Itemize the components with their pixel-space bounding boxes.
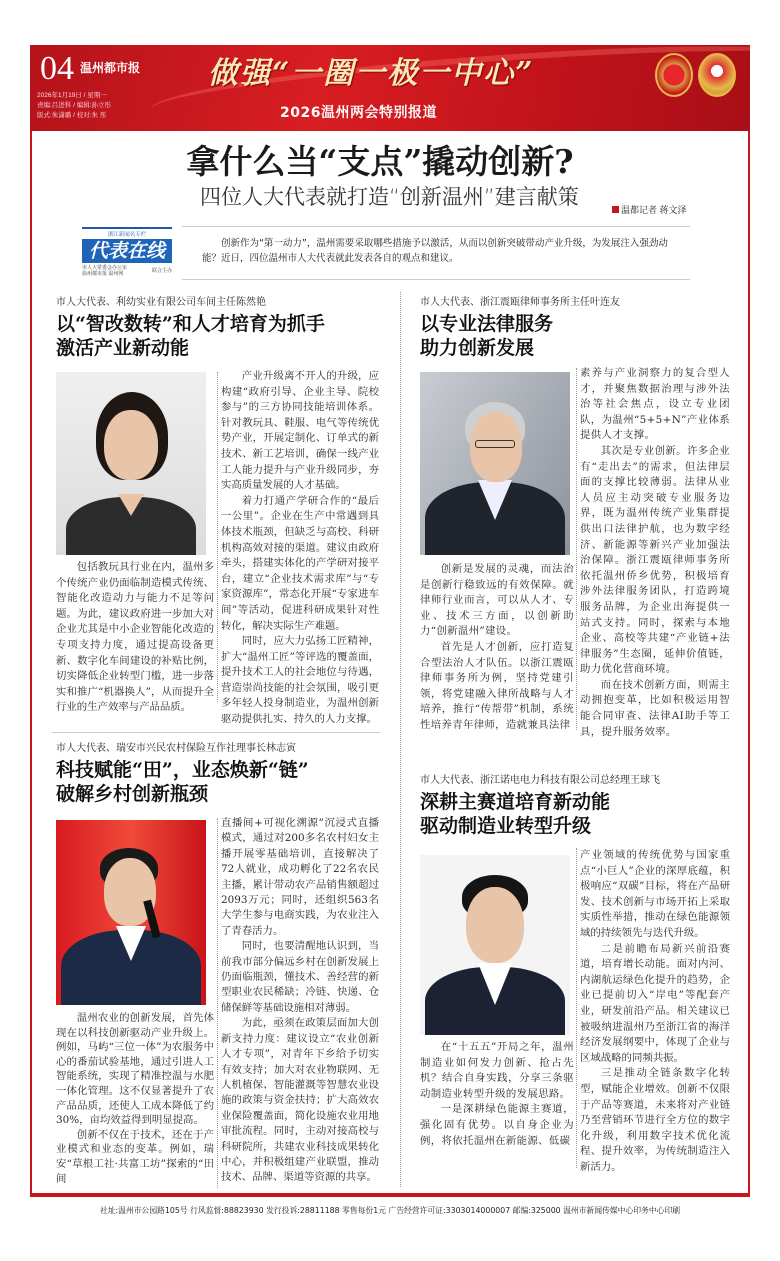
logo-org-2: 温州都市报 温州网: [82, 271, 124, 277]
article-column: [580, 366, 730, 740]
article-header: [420, 296, 740, 360]
article-paragraph: 同时，应大力弘扬工匠精神，扩大“温州工匠”等评选的覆盖面，提升技术工人的社会地位与待遇，营造崇尚技能的社会氛围，吸引更多年轻人投身制造业，为温州创新驱动提供扎实、持久的人力支撑。: [221, 635, 379, 726]
headline-line: 破解乡村创新瓶颈: [56, 783, 209, 805]
article-column: [420, 1040, 574, 1149]
layout-credits: 版式:朱潇璐 / 校对:朱 彤: [37, 112, 107, 119]
page-number: 04: [40, 50, 74, 87]
article-headline: [56, 758, 386, 806]
article-paragraph: 温州农业的创新发展，首先体现在以科技创新驱动产业升级上。例如，马屿“三位一体”为农服务中心的番茄试验基地，通过引进人工智能系统，实现了精准控温与水肥一体化管理。这不仅显著提升了农产品品质，还使人工成本降低了约30%，亩均效益得到明显提高。: [56, 1012, 214, 1127]
national-emblem-icon: [655, 53, 693, 97]
article-paragraph: 包括教玩具行业在内，温州多个传统产业仍面临制造模式传统、智能化改造动力与能力不足等问题。为此，建议政府进一步加大对企业尤其是中小企业智能化改造的专项支持力度，通过提高设备更新、数字化车间建设的补贴比例，切实降低企业转型门槛，进一步落实和推广“机器换人”，从而提升全行业的生产效率与产品品质。: [56, 561, 214, 714]
article-paragraph: 素养与产业洞察力的复合型人才，并聚焦数据治理与涉外法治等社会焦点，设立专业团队，为温州“5+5+N”产业体系提供人才支撑。: [580, 367, 730, 442]
article-paragraph: 同时，也要清醒地认识到，当前我市部分偏远乡村在创新发展上仍面临瓶颈，懂技术、善经营的新型职业农民稀缺；冷链、快递、仓储保鲜等基础设施相对薄弱。: [221, 940, 379, 1014]
article-paragraph: 其次是专业创新。许多企业有“走出去”的需求，但法律层面的支撑比较薄弱。法律从业人员应主动突破专业服务边界，既为温州传统产业集群提供出口法律护航，也为数字经济、新能源等新兴产业加强法治保障。浙江震瓯律师事务所依托温州侨乡优势，积极培育涉外法律服务团队，打造跨境服务品牌，为企业出海提供一站式支持。同时，探索与本地企业、高校等共建“产业链+法律服务”生态圈，延伸价值链，助力优化营商环境。: [580, 444, 730, 676]
headline-line: 助力创新发展: [420, 337, 535, 359]
article-paragraph: 三是推动全链条数字化转型，赋能企业增效。创新不仅限于产品等赛道，未来将对产业链乃至营销环节进行全方位的数字化升级，利用数字技术优化流程、提升效率，为传统制造注入新活力。: [580, 1067, 730, 1173]
column-divider: [217, 372, 218, 702]
article-paragraph: 二是前瞻布局新兴前沿赛道，培育增长动能。面对内河、内湖航运绿色化提升的趋势，企业已提前切入“岸电”等配套产业，研发前沿产品。相关建议已被吸纳进温州乃至浙江省的海洋经济发展纲要中，体现了企业与区域战略的同频共振。: [580, 942, 730, 1064]
column-logo: [82, 227, 172, 277]
article-headline: [56, 312, 386, 360]
column-divider: [217, 818, 218, 1188]
logo-orgs: [82, 265, 172, 277]
editors: 责编:吕进科 / 编辑:孙立彤: [37, 102, 112, 109]
article-headline: [420, 312, 740, 360]
article-paragraph: 而在技术创新方面，则需主动拥抱变革，比如积极运用智能合同审查、法律AI助手等工具，提升服务效率。: [580, 678, 730, 738]
article-paragraph: 一是深耕绿色能源主赛道，强化固有优势。以自身企业为例，将依托温州在新能源、低碳: [420, 1103, 574, 1147]
article-kicker: 市人大代表、利幼实业有限公司车间主任陈然艳: [56, 297, 266, 308]
article-column: [580, 848, 730, 1175]
paper-name: 温州都市报: [80, 61, 141, 75]
article-paragraph: 创新是发展的灵魂，而法治是创新行稳致远的有效保障。就律师行业而言，可以从人才、专业、技术三方面，以创新助力“创新温州”建设。: [420, 563, 574, 638]
article-paragraph: 创新不仅在于技术，还在于产业模式和业态的变革。例如，瑞安“草根工社·共富工坊”探索的“田间: [56, 1128, 214, 1185]
headline-line: 激活产业新动能: [56, 337, 190, 359]
headline-line: 科技赋能“田”，业态焕新“链”: [56, 759, 309, 781]
article-paragraph: 为此，亟须在政策层面加大创新支持力度：建议设立“农业创新人才专项”，对青年下乡给予切实有效支持；加大对农业物联网、无人机植保、智能灌溉等智慧农业设施的政策与资金扶持；扩大高效农业保险覆盖面，简化设施农业用地审批流程。同时，主动对接高校与科研院所，共建农业科技成果转化中心，并积极组建产业联盟，推动技术、品牌、渠道等资源的共享。: [221, 1017, 379, 1184]
logo-org-1: 市人大常委会办公室: [82, 265, 128, 271]
byline-text: 温都记者 蒋文泽: [621, 205, 687, 215]
article-kicker: 市人大代表、浙江震瓯律师事务所主任叶连友: [420, 297, 620, 308]
masthead-banner: [30, 45, 750, 131]
section-divider: [52, 732, 380, 733]
article-header: [56, 742, 386, 806]
article-paragraph: 首先是人才创新，应打造复合型法治人才队伍。以浙江震瓯律师事务所为例，坚持党建引领，将党建融入律所战略与人才培养，推行“传帮带”机制，系统性培养青年律师，造就兼具法律: [420, 640, 574, 731]
special-report-label: 2026温州两会特别报道: [280, 105, 437, 121]
article-column: [221, 816, 379, 1186]
article-header: [420, 774, 740, 838]
portrait-photo: [420, 855, 570, 1035]
headline-line: 以专业法律服务: [420, 313, 554, 335]
article-column: [56, 560, 214, 716]
article-paragraph: 着力打通产学研合作的“最后一公里”。企业在生产中常遇到具体技术瓶颈，但缺乏与高校、科研机构高效对接的渠道。建议由政府牵头，搭建实体化的产学研对接平台，建立“企业技术需求库”与“专家资源库”，常态化开展“专家进车间”等活动，促进科研成果针对性转化，解决实际生产难题。: [221, 494, 379, 632]
logo-name: 代表在线: [82, 239, 172, 263]
article-kicker: 市人大代表、浙江诺电电力科技有限公司总经理王球飞: [420, 775, 660, 786]
portrait-photo: [56, 372, 206, 555]
center-divider: [400, 292, 401, 1187]
logo-joint: 联合主办: [151, 268, 172, 274]
footer-imprint: 社址:温州市公园路105号 行风监督:88823930 发行投诉:28811188 零售每份1元 广告经营许可证:3303014000007 邮编:325000 温州市新闻传媒中心印务中心印刷: [99, 1206, 681, 1215]
intro-paragraph: 创新作为“第一动力”，温州需要采取哪些措施予以激活，从而以创新突破带动产业升级，为发展注入强劲动能？近日，四位温州市人大代表就此发表各自的观点和建议。: [182, 226, 690, 280]
portrait-photo: [420, 372, 570, 555]
issue-date: 2026年1月19日 / 星期一: [37, 92, 107, 99]
article-kicker: 市人大代表、瑞安市兴民农村保险互作社理事长林志寅: [56, 743, 296, 754]
article-column: [420, 562, 574, 734]
cppcc-emblem-icon: [698, 53, 736, 97]
column-divider: [576, 368, 577, 730]
headline-line: 深耕主赛道培育新动能: [420, 791, 611, 813]
article-paragraph: 直播间+可视化溯源”沉浸式直播模式，通过对200多名农村妇女主播开展零基础培训，直接解决了72人就业，成功孵化了22名农民主播，累计带动农产品销售额超过2093万元；同时，还组织563名大学生参与电商实践，为农业注入了青春活力。: [221, 817, 379, 937]
article-paragraph: 产业领域的传统优势与国家重点“小巨人”企业的深厚底蕴，积极响应“双碳”目标，将在产品研发、技术创新与市场开拓上采取实质性举措，推动在绿色能源领域的持续领先与迭代升级。: [580, 849, 730, 939]
headline-line: 以“智改数转”和人才培育为抓手: [56, 313, 325, 335]
page-title: 拿什么当“支点”撬动创新?: [186, 142, 574, 181]
article-headline: [420, 790, 740, 838]
byline: [612, 203, 687, 216]
logo-top: 浙江新闻名专栏: [82, 227, 172, 238]
page-subtitle: 四位人大代表就打造“创新温州”建言献策: [200, 185, 579, 209]
portrait-photo: [56, 820, 206, 1005]
banner-slogan: 做强“一圈一极一中心”: [208, 56, 535, 91]
headline-line: 驱动制造业转型升级: [420, 815, 592, 837]
article-paragraph: 在“十五五”开局之年，温州制造业如何发力创新、抢占先机？结合自身实践，分享三条驱动制造业转型升级的发展思路。: [420, 1041, 574, 1100]
article-header: [56, 296, 386, 360]
red-square-icon: [612, 206, 619, 213]
article-column: [221, 369, 379, 728]
column-divider: [576, 848, 577, 1168]
article-column: [56, 1011, 214, 1186]
article-paragraph: 产业升级离不开人的升级，应构建“政府引导、企业主导、院校参与”的三方协同技能培训体系。针对教玩具、鞋服、电气等传统优势产业，开展定制化、订单式的新技术、新工艺培训，确保一线产业工人能力提升与产业升级同步，夯实高质量发展的人才基础。: [221, 370, 379, 492]
